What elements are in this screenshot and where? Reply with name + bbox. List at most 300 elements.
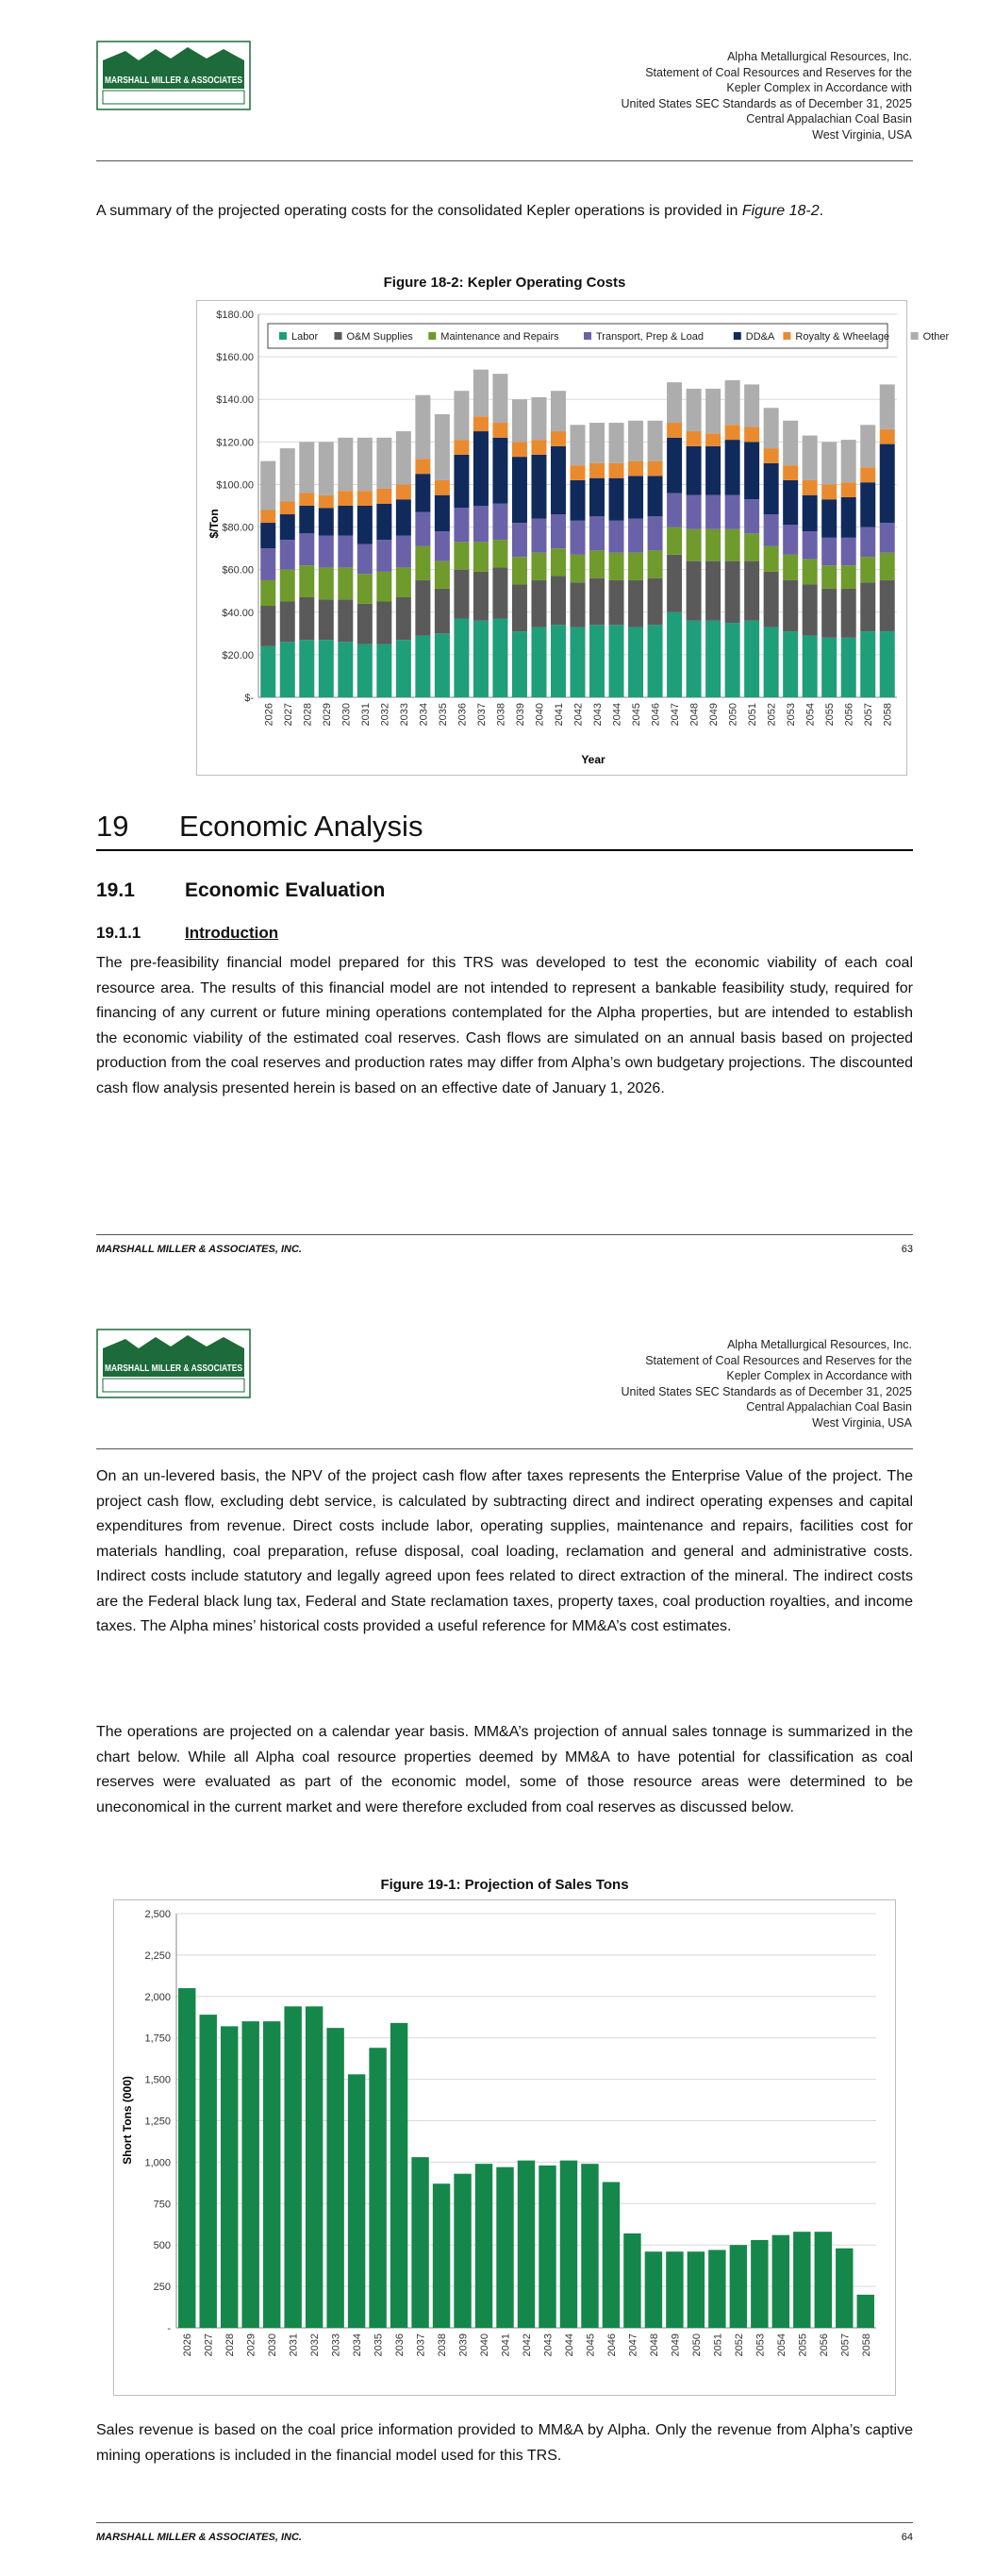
y-tick-label: 2,500 — [144, 1909, 171, 1920]
x-tick-label: 2056 — [843, 703, 855, 727]
bar-segment — [299, 442, 314, 493]
subsubsection-heading — [96, 924, 278, 943]
x-tick-label: 2054 — [804, 703, 817, 727]
legend-label: Royalty & Wheelage — [795, 331, 890, 343]
bar-segment — [492, 438, 507, 504]
bar-segment — [821, 589, 837, 638]
bar — [688, 2251, 705, 2328]
bar-segment — [376, 644, 391, 697]
introduction-text: The pre-feasibility financial model prepared for this TRS was developed to test the economic viability of each coal resource area. The results of this financial model are not intended to represent a bankable feasibility study, required for financing of any current or future mining operations contemplated for the Alpha properties, but are intended to establish the economic viability of the estimated coal reserves. Cash flows are simulated on an annual basis based on projected production from the coal reserves and production rates may differ from Alpha’s own budgetary projections. The discounted cash flow analysis presented herein is based on an effective date of January 1, 2026. — [96, 955, 913, 1096]
bar-segment — [299, 640, 314, 697]
bar-segment — [357, 644, 373, 697]
section-underline — [96, 849, 913, 851]
bar — [241, 2021, 258, 2328]
bar-segment — [280, 540, 295, 570]
page-number: 63 — [901, 1244, 913, 1255]
bar-segment — [531, 580, 546, 627]
bar-segment — [473, 506, 489, 542]
bar-segment — [725, 380, 740, 425]
bar-segment — [570, 480, 585, 521]
bar-segment — [376, 602, 391, 644]
bar-segment — [280, 642, 295, 697]
bar-segment — [667, 612, 682, 697]
x-tick-label: 2038 — [495, 703, 507, 727]
y-tick-label: 500 — [153, 2240, 171, 2252]
x-tick-label: 2028 — [224, 2333, 237, 2357]
bar-segment — [473, 416, 489, 431]
bar-segment — [551, 514, 566, 548]
bar-segment — [338, 599, 353, 642]
bar — [751, 2240, 768, 2328]
bar-segment — [260, 461, 275, 510]
bar-segment — [628, 421, 643, 461]
bar — [857, 2295, 874, 2328]
legend-label: Transport, Prep & Load — [596, 331, 704, 343]
x-tick-label: 2042 — [522, 2333, 533, 2357]
figure-reference: Figure 18-2 — [741, 203, 820, 219]
bar-segment — [764, 546, 779, 572]
bar-segment — [280, 501, 295, 514]
bar-segment — [648, 625, 663, 697]
x-tick-label: 2050 — [690, 2333, 703, 2357]
x-tick-label: 2039 — [514, 703, 526, 727]
document-header — [422, 49, 912, 142]
header-line: Central Appalachian Coal Basin — [746, 112, 912, 125]
bar-segment — [667, 438, 682, 493]
bar-segment — [396, 499, 411, 535]
bar-segment — [589, 550, 605, 577]
bar-segment — [454, 570, 469, 619]
x-tick-label: 2026 — [182, 2333, 194, 2357]
x-tick-label: 2035 — [437, 703, 449, 727]
bar-segment — [260, 548, 275, 580]
bar-segment — [821, 484, 837, 499]
x-tick-label: 2037 — [415, 2333, 427, 2357]
x-tick-label: 2058 — [882, 703, 894, 727]
x-tick-label: 2045 — [585, 2333, 597, 2357]
header-line: Kepler Complex in Accordance with — [726, 81, 912, 94]
bar-segment — [589, 463, 605, 478]
bar-segment — [531, 627, 546, 697]
bar-segment — [803, 480, 818, 495]
bar-segment — [860, 482, 875, 527]
y-tick-label: 1,750 — [144, 2032, 171, 2045]
bar-segment — [551, 391, 566, 431]
x-tick-label: 2035 — [373, 2333, 385, 2357]
intro-text: A summary of the projected operating costs for the consolidated Kepler operations is provided in — [96, 203, 742, 219]
bar-segment — [764, 514, 779, 546]
x-tick-label: 2034 — [352, 2333, 364, 2357]
figure-caption: Figure 19-1: Projection of Sales Tons — [380, 1877, 629, 1893]
npv-text: On an un-levered basis, the NPV of the project cash flow after taxes represents the Enterprise Value of the project. The project cash flow, excluding debt service, is calculated by subtracting direct and indirect operating expenses and capital expenditures from revenue. Direct costs include labor, operating supplies, maintenance and repairs, facilities cost for materials handling, coal preparation, refuse disposal, coal loading, reclamation and general and administrative costs. Indirect costs include statutory and legally agreed upon fees related to direct extraction of the mineral. The indirect costs are the Federal black lung tax, Federal and State reclamation taxes, property taxes, coal production royalties, and income taxes. The Alpha mines’ historical costs provided a useful reference for MM&A’s cost estimates. — [96, 1468, 913, 1634]
section-heading — [96, 810, 913, 844]
bar-segment — [473, 572, 489, 621]
bar-segment — [357, 574, 373, 604]
x-tick-label: 2038 — [437, 2333, 449, 2357]
bar — [496, 2167, 513, 2328]
bar-segment — [376, 438, 391, 489]
bar-segment — [687, 529, 702, 561]
header-line: West Virginia, USA — [812, 127, 912, 142]
bar-segment — [435, 531, 450, 561]
y-axis-label: $/Ton — [207, 509, 221, 539]
x-tick-label: 2041 — [553, 703, 565, 727]
x-tick-label: 2046 — [605, 2333, 618, 2357]
bar-segment — [648, 461, 663, 477]
bar-segment — [260, 646, 275, 697]
bar-segment — [667, 527, 682, 555]
x-tick-label: 2057 — [839, 2333, 852, 2357]
bar-segment — [725, 561, 740, 623]
header-line: Alpha Metallurgical Resources, Inc. — [727, 1338, 912, 1351]
bar-segment — [648, 550, 663, 577]
x-tick-label: 2026 — [263, 703, 275, 727]
subsubsection-title: Introduction — [185, 924, 279, 942]
bar-segment — [260, 510, 275, 524]
bar-segment — [338, 506, 353, 536]
x-tick-label: 2033 — [398, 703, 410, 727]
bar-segment — [280, 570, 295, 602]
bar-segment — [821, 638, 837, 697]
x-tick-label: 2049 — [670, 2333, 682, 2357]
legend-label: DD&A — [745, 331, 775, 343]
bar — [200, 2015, 217, 2328]
bar-segment — [648, 421, 663, 461]
bar-segment — [725, 440, 740, 495]
bar-segment — [454, 508, 469, 542]
subsection-heading — [96, 879, 385, 902]
bar-segment — [725, 425, 740, 440]
bar-segment — [319, 495, 334, 509]
bar-segment — [705, 529, 721, 561]
y-tick-label: 1,000 — [144, 2157, 171, 2169]
x-tick-label: 2030 — [267, 2333, 279, 2357]
header-line: West Virginia, USA — [812, 1415, 912, 1430]
bar-segment — [570, 521, 585, 555]
page-number: 64 — [901, 2532, 913, 2543]
bar-segment — [357, 438, 373, 491]
bar-segment — [725, 623, 740, 697]
bar-segment — [435, 561, 450, 589]
legend-swatch — [584, 332, 591, 340]
bar — [603, 2182, 620, 2328]
bar-segment — [376, 489, 391, 504]
bar-segment — [860, 467, 875, 482]
bar-segment — [821, 538, 837, 565]
bar-segment — [551, 576, 566, 625]
y-tick-label: $180.00 — [216, 309, 254, 321]
x-tick-label: 2040 — [479, 2333, 491, 2357]
bar-segment — [783, 555, 798, 580]
subsection-title: Economic Evaluation — [185, 879, 386, 901]
bar-segment — [841, 497, 856, 538]
x-tick-label: 2036 — [456, 703, 469, 727]
bar-segment — [299, 533, 314, 565]
bar-segment — [821, 565, 837, 589]
x-tick-label: 2040 — [534, 703, 546, 727]
bar-segment — [531, 553, 546, 580]
sales-paragraph — [96, 1720, 913, 1820]
bar — [581, 2164, 598, 2328]
x-tick-label: 2058 — [860, 2333, 872, 2357]
bar-segment — [628, 627, 643, 697]
bar-segment — [454, 391, 469, 440]
bar-segment — [860, 631, 875, 697]
bar-segment — [880, 444, 895, 523]
bar-segment — [764, 572, 779, 627]
x-tick-label: 2027 — [203, 2333, 215, 2357]
y-tick-label: $80.00 — [222, 522, 254, 534]
bar-segment — [667, 555, 682, 612]
x-tick-label: 2055 — [824, 703, 837, 727]
bar-segment — [725, 529, 740, 561]
header-line: United States SEC Standards as of December 31, 2025 — [621, 1384, 912, 1398]
bar-segment — [705, 495, 721, 529]
x-tick-label: 2052 — [766, 703, 778, 727]
x-tick-label: 2029 — [321, 703, 333, 727]
bar-segment — [512, 523, 527, 557]
x-tick-label: 2053 — [755, 2333, 767, 2357]
x-tick-label: 2029 — [245, 2333, 257, 2357]
bar-segment — [880, 523, 895, 553]
header-divider — [96, 1448, 913, 1449]
page-footer — [96, 1244, 913, 1255]
y-tick-label: - — [167, 2323, 171, 2334]
company-logo — [97, 1330, 250, 1397]
bar-segment — [764, 463, 779, 514]
x-tick-label: 2044 — [563, 2333, 575, 2357]
bar-segment — [473, 370, 489, 417]
legend-swatch — [734, 332, 741, 340]
bar — [369, 2048, 386, 2328]
x-tick-label: 2036 — [394, 2333, 406, 2357]
x-tick-label: 2033 — [330, 2333, 342, 2357]
bar-segment — [764, 408, 779, 448]
x-tick-label: 2056 — [818, 2333, 830, 2357]
bar-segment — [803, 495, 818, 531]
header-divider — [96, 160, 913, 161]
bar — [815, 2232, 832, 2328]
bar-segment — [628, 519, 643, 553]
bar-segment — [744, 499, 759, 533]
x-tick-label: 2039 — [457, 2333, 470, 2357]
bar-segment — [667, 423, 682, 438]
bar-segment — [648, 476, 663, 516]
bar-segment — [667, 493, 682, 527]
x-tick-label: 2051 — [747, 703, 759, 727]
bar-segment — [609, 625, 624, 697]
bar-segment — [551, 431, 566, 446]
bar-segment — [705, 446, 721, 495]
y-tick-label: $20.00 — [222, 649, 254, 661]
bar-segment — [299, 506, 314, 533]
legend-swatch — [911, 332, 919, 340]
bar-segment — [415, 474, 430, 512]
x-tick-label: 2057 — [863, 703, 875, 727]
x-tick-label: 2032 — [379, 703, 391, 727]
bar — [221, 2026, 238, 2328]
x-tick-label: 2049 — [708, 703, 721, 727]
bar-segment — [783, 421, 798, 465]
bar-segment — [744, 442, 759, 499]
bar — [306, 2006, 323, 2328]
x-tick-label: 2034 — [418, 703, 430, 727]
bar-segment — [357, 491, 373, 506]
bar-segment — [841, 565, 856, 589]
y-tick-label: 2,250 — [144, 1949, 171, 1962]
bar-segment — [589, 478, 605, 517]
legend-swatch — [783, 332, 790, 340]
bar-segment — [744, 621, 759, 697]
bar-segment — [435, 414, 450, 480]
y-tick-label: 750 — [153, 2199, 171, 2211]
x-tick-label: 2052 — [733, 2333, 745, 2357]
x-tick-label: 2027 — [282, 703, 294, 727]
bar-segment — [396, 567, 411, 597]
bar — [178, 1988, 195, 2328]
bar-segment — [280, 602, 295, 643]
bar-segment — [319, 640, 334, 697]
bar — [263, 2021, 280, 2328]
bar-segment — [609, 478, 624, 521]
bar-segment — [880, 631, 895, 697]
x-tick-label: 2031 — [288, 2333, 300, 2357]
bar-segment — [628, 553, 643, 580]
bar-segment — [841, 638, 856, 697]
x-tick-label: 2030 — [340, 703, 353, 727]
footer-company: MARSHALL MILLER & ASSOCIATES, INC. — [96, 2532, 302, 2543]
bar — [433, 2183, 450, 2328]
footer-divider — [96, 2522, 913, 2523]
x-tick-label: 2045 — [631, 703, 643, 727]
x-tick-label: 2051 — [712, 2333, 724, 2357]
operating-costs-chart — [196, 300, 950, 776]
header-line: Kepler Complex in Accordance with — [726, 1369, 912, 1382]
bar-segment — [667, 382, 682, 423]
x-tick-label: 2043 — [592, 703, 605, 727]
legend-swatch — [428, 332, 436, 340]
bar-segment — [319, 442, 334, 494]
legend-label: Maintenance and Repairs — [440, 331, 559, 343]
bar-segment — [492, 374, 507, 423]
introduction-paragraph — [96, 951, 913, 1101]
bar — [475, 2164, 492, 2328]
bar-segment — [512, 557, 527, 584]
bar-segment — [299, 565, 314, 597]
bar-segment — [648, 578, 663, 626]
bar-segment — [376, 504, 391, 540]
bar-segment — [492, 504, 507, 540]
bar — [348, 2074, 365, 2328]
bar-segment — [803, 636, 818, 697]
intro-end: . — [819, 203, 824, 219]
bar-segment — [473, 621, 489, 697]
x-tick-label: 2050 — [727, 703, 739, 727]
bar-segment — [880, 429, 895, 444]
x-tick-label: 2044 — [611, 703, 623, 727]
bar-segment — [841, 440, 856, 482]
subsubsection-number: 19.1.1 — [96, 924, 141, 942]
bar-segment — [435, 495, 450, 531]
bar-segment — [687, 621, 702, 697]
y-tick-label: 1,500 — [144, 2074, 171, 2086]
header-line: Alpha Metallurgical Resources, Inc. — [727, 50, 912, 63]
bar — [454, 2174, 471, 2328]
x-tick-label: 2028 — [302, 703, 314, 727]
x-tick-label: 2055 — [797, 2333, 809, 2357]
bar-segment — [454, 542, 469, 569]
sales-tons-chart — [113, 1899, 896, 2396]
y-tick-label: $- — [244, 693, 254, 704]
bar-segment — [783, 580, 798, 631]
x-tick-label: 2031 — [359, 703, 372, 727]
footer-divider — [96, 1234, 913, 1235]
bar-segment — [725, 495, 740, 529]
x-tick-label: 2054 — [775, 2333, 788, 2357]
bar-segment — [803, 559, 818, 584]
x-tick-label: 2046 — [650, 703, 662, 727]
bar-segment — [319, 599, 334, 640]
x-tick-label: 2032 — [309, 2333, 322, 2357]
legend-label: Other — [922, 331, 950, 343]
bar-segment — [319, 567, 334, 599]
bar-segment — [570, 582, 585, 627]
bar-segment — [744, 427, 759, 443]
bar-segment — [628, 476, 643, 518]
bar — [793, 2232, 810, 2328]
bar-segment — [687, 561, 702, 621]
bar-segment — [512, 399, 527, 442]
bar-segment — [880, 553, 895, 580]
x-tick-label: 2048 — [688, 703, 701, 727]
y-axis-label: Short Tons (000) — [121, 2076, 134, 2165]
bar-segment — [744, 561, 759, 621]
y-tick-label: 1,250 — [144, 2116, 171, 2128]
bar-segment — [570, 425, 585, 465]
y-tick-label: $40.00 — [222, 607, 254, 619]
bar-segment — [492, 423, 507, 438]
y-tick-label: 2,000 — [144, 1991, 171, 2003]
bar-segment — [589, 423, 605, 463]
bar-segment — [609, 553, 624, 580]
bar-segment — [744, 384, 759, 427]
bar-segment — [570, 555, 585, 582]
x-tick-label: 2041 — [500, 2333, 512, 2357]
x-tick-label: 2047 — [627, 2333, 639, 2357]
bar — [518, 2161, 535, 2328]
bar-segment — [841, 589, 856, 638]
bar-segment — [396, 640, 411, 697]
revenue-paragraph — [96, 2418, 913, 2468]
bar — [666, 2251, 683, 2328]
bar-segment — [454, 455, 469, 508]
bar-segment — [454, 619, 469, 697]
bar-segment — [376, 572, 391, 602]
bar-segment — [492, 619, 507, 697]
sales-tons-chart-svg — [114, 1900, 895, 2395]
operating-costs-chart-svg — [197, 301, 950, 775]
bar-segment — [860, 557, 875, 582]
x-tick-label: 2043 — [542, 2333, 555, 2357]
bar — [645, 2251, 662, 2328]
bar-segment — [764, 448, 779, 463]
page-64 — [0, 1288, 995, 2576]
bar-segment — [338, 567, 353, 599]
y-tick-label: $60.00 — [222, 564, 254, 577]
bar-segment — [531, 397, 546, 440]
bar-segment — [280, 514, 295, 540]
bar-segment — [821, 442, 837, 484]
